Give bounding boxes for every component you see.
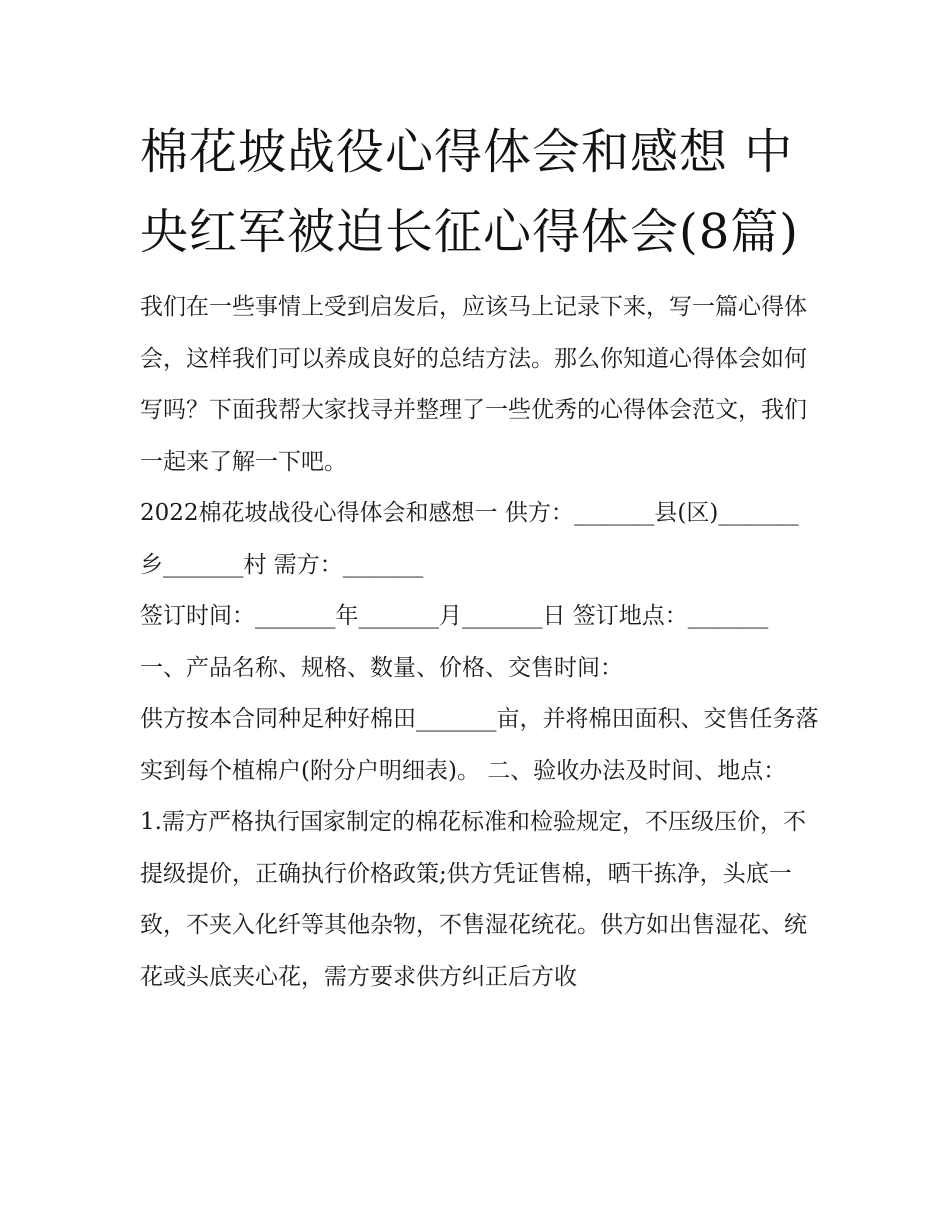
signing-info-paragraph: 签订时间：_______年_______月_______日 签订地点：_______: [140, 603, 769, 629]
planting-paragraph: 供方按本合同种足种好棉田_______亩，并将棉田面积、交售任务落实到每个植棉户(附分户明细表)。 二、验收办法及时间、地点：: [140, 706, 819, 784]
document-title: 棉花坡战役心得体会和感想 中央红军被迫长征心得体会(8篇): [140, 124, 799, 260]
intro-paragraph: 我们在一些事情上受到启发后，应该马上记录下来，写一篇心得体会，这样我们可以养成良好的总结方法。那么你知道心得体会如何写吗？下面我帮大家找寻并整理了一些优秀的心得体会范文，我们一起来了解一下吧。: [140, 294, 807, 475]
document-page: [140, 112, 820, 1003]
inspection-paragraph: 1.需方严格执行国家制定的棉花标准和检验规定，不压级压价，不提级提价，正确执行价格政策;供方凭证售棉，晒干拣净，头底一致，不夹入化纤等其他杂物，不售湿花统花。供方如出售湿花、统花或头底夹心花，需方要求供方纠正后方收: [140, 809, 807, 990]
section-one-heading: 一、产品名称、规格、数量、价格、交售时间：: [140, 654, 623, 681]
contract-parties-paragraph: 2022棉花坡战役心得体会和感想一 供方：_______县(区)_______乡_______村 需方：_______: [140, 500, 799, 578]
